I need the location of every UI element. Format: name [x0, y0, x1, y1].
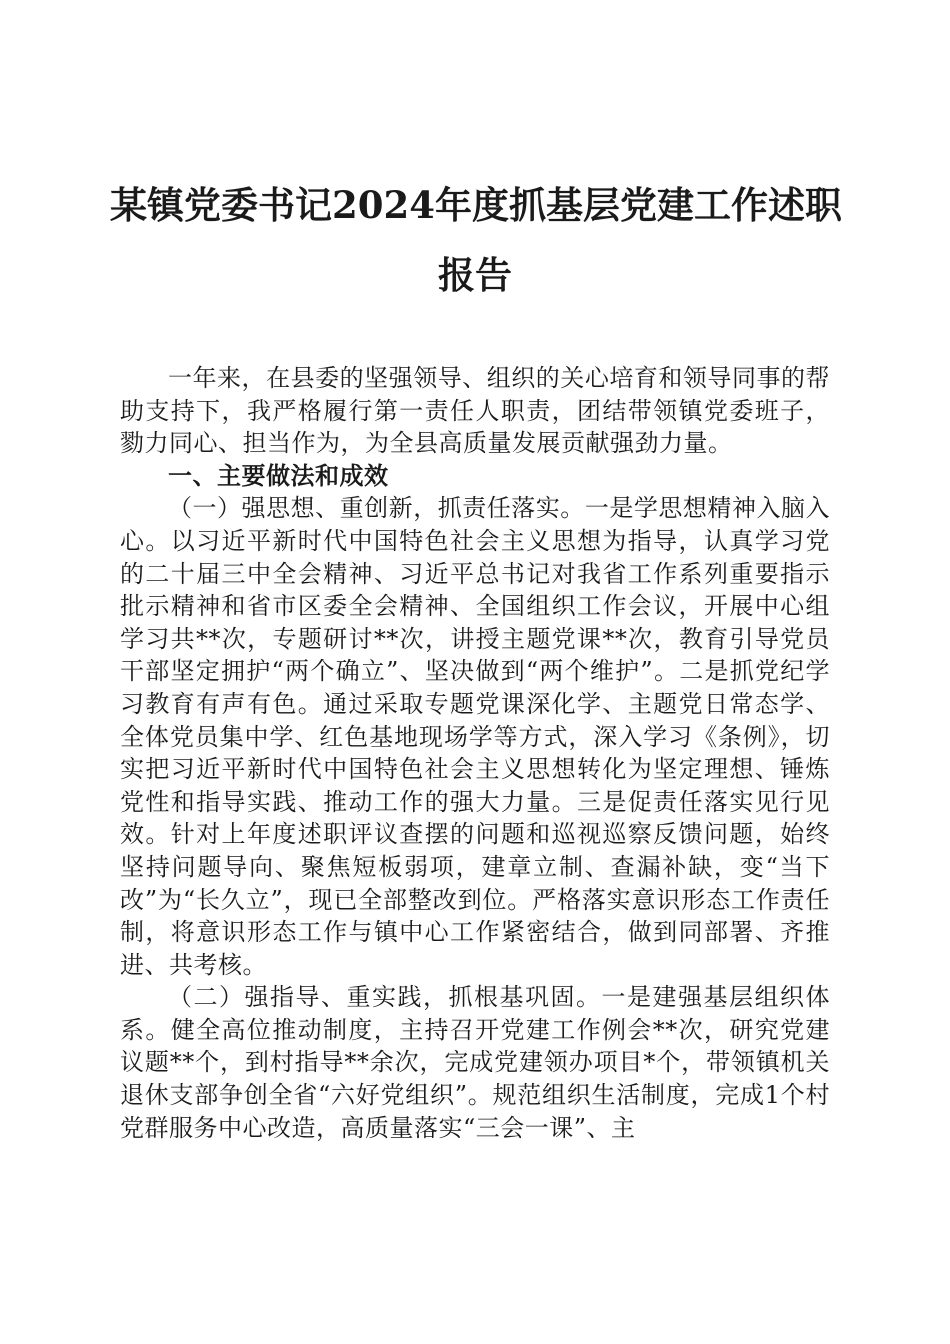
document-title — [110, 170, 840, 310]
document-body — [120, 362, 830, 1144]
section-heading: 一、主要做法和成效 — [168, 460, 389, 490]
title-line-1: 某镇党委书记2024年度抓基层党建工作述职 — [110, 183, 842, 227]
subsection-paragraph-2: （二）强指导、重实践，抓根基巩固。一是建强基层组织体系。健全高位推动制度，主持召开党建工作例会**次，研究党建议题**个，到村指导**余次，完成党建领办项目*个，带领镇机关退休支部争创全省“六好党组织”。规范组织生活制度，完成1个村党群服务中心改造，高质量落实“三会一课”、主 — [120, 983, 830, 1142]
title-line-2: 报告 — [438, 253, 512, 297]
subsection-paragraph-1: （一）强思想、重创新，抓责任落实。一是学思想精神入脑入心。以习近平新时代中国特色社会主义思想为指导，认真学习党的二十届三中全会精神、习近平总书记对我省工作系列重要指示批示精神和省市区委全会精神、全国组织工作会议，开展中心组学习共**次，专题研讨**次，讲授主题党课**次，教育引导党员干部坚定拥护“两个确立”、坚决做到“两个维护”。二是抓党纪学习教育有声有色。通过采取专题党课深化学、主题党日常态学、全体党员集中学、红色基地现场学等方式，深入学习《条例》，切实把习近平新时代中国特色社会主义思想转化为坚定理想、锤炼党性和指导实践、推动工作的强大力量。三是促责任落实见行见效。针对上年度述职评议查摆的问题和巡视巡察反馈问题，始终坚持问题导向、聚焦短板弱项，建章立制、查漏补缺，变“当下改”为“长久立”，现已全部整改到位。严格落实意识形态工作责任制，将意识形态工作与镇中心工作紧密结合，做到同部署、齐推进、共考核。 — [120, 494, 830, 979]
intro-paragraph: 一年来，在县委的坚强领导、组织的关心培育和领导同事的帮助支持下，我严格履行第一责任人职责，团结带领镇党委班子，勠力同心、担当作为，为全县高质量发展贡献强劲力量。 — [120, 364, 830, 458]
